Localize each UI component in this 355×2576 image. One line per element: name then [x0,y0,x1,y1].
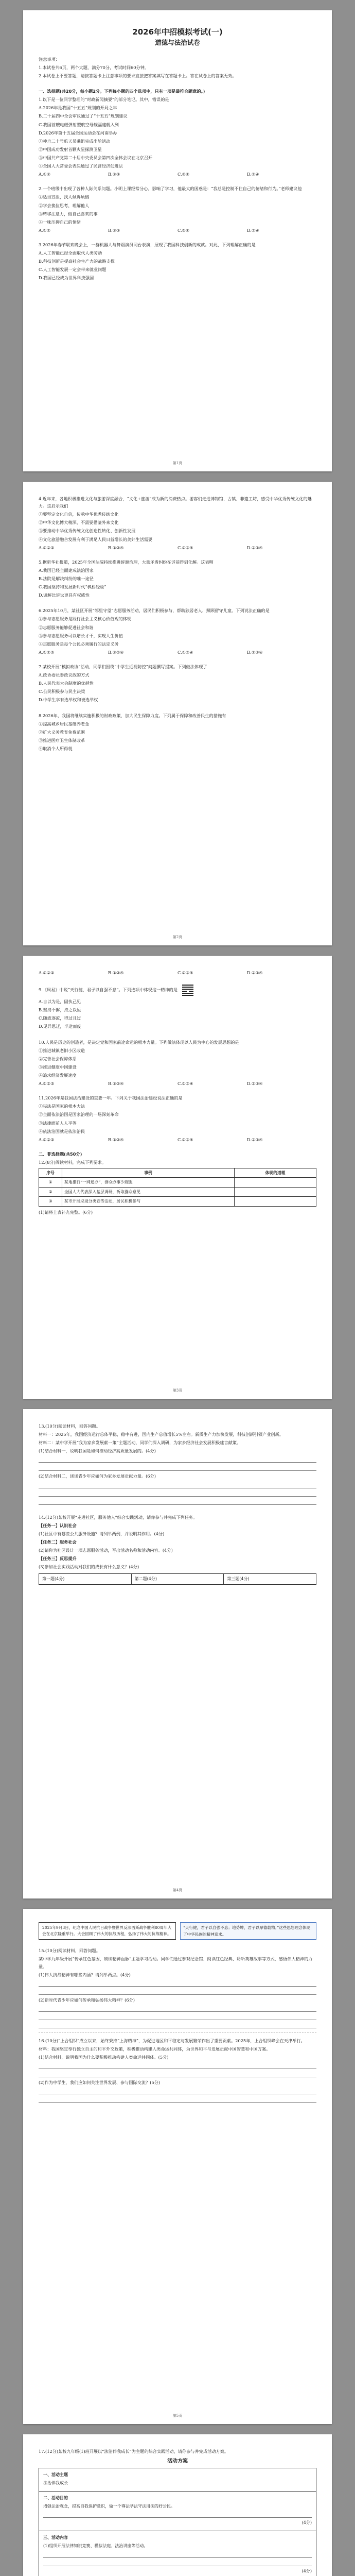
question-stem: 12.(8分)阅读材料，完成下列要求。 [39,1159,106,1165]
statement: ③推进健康中国建设 [39,1064,77,1070]
question-sub: (2)请你为社区设计一项志愿服务活动，写出活动名称和活动内容。(4分) [39,1547,173,1553]
answer-line[interactable] [39,2022,316,2028]
table-row [39,1178,316,1187]
statement: ③参与志愿服务可以增长才干，实现人生价值 [39,633,123,638]
answer-options [39,1080,316,1087]
task-heading: 【任务一】认识社会 [39,1522,77,1528]
table-row [39,1574,316,1585]
statement: ④取消个人所得税 [39,745,73,751]
exam-title: 2026年中招模拟考试(一) [132,27,223,37]
question-stem: 13.(10分)阅读材料，回答问题。 [39,1423,100,1429]
info-boxes [39,1922,316,1940]
option: B.①②④ [108,970,124,975]
answer-line[interactable] [39,2096,316,2103]
option: C.我国坚持和发展新时代“枫桥经验” [39,584,106,590]
option: C.我国首艘电磁弹射型航空母舰福建舰入列 [39,122,119,127]
answer-line[interactable] [39,2071,316,2077]
answer-line[interactable] [39,1456,316,1463]
option: D.我国已经成为世界科技强国 [39,275,94,281]
statement: ②中国成功发射首颗火星探测卫星 [39,146,102,152]
option: C.②④ [177,172,190,177]
option: A.①②③ [39,970,55,975]
exam-page-4 [23,1409,332,1899]
option: C.①③④ [177,649,193,655]
question-stem: 7.某校开展“模拟政协”活动，同学们围绕“中学生近视防控”问题撰写提案。下列做法体现了 [39,664,207,669]
statement: ①参与志愿服务是践行社会主义核心价值观的体现 [39,616,132,622]
question-stem: 11.2026年是我国法治建设的重要一年。下列关于我国法治建设说法正确的是 [39,1095,183,1101]
answer-line[interactable] [39,2062,316,2069]
answer-line[interactable] [43,2511,312,2518]
question-stem: 1.以下是一位同学整理的“时政新闻摘要”的部分笔记。其中，错误的是 [39,97,169,103]
statement: ④文化旅游融合发展有利于满足人民日益增长的美好生活需要 [39,536,153,542]
activity-title: 活动方案 [167,2459,188,2465]
question-stem [39,984,316,997]
option: B.坚持不懈，持之以恒 [39,1007,81,1013]
question-stem: 3.2026年春节联欢晚会上，一群机器人与舞蹈演员同台表演，展现了我国科技创新的成就。对此，下列理解正确的是 [39,242,256,247]
statement: ②完善社会保障体系 [39,1056,77,1061]
option: D.中学生享有选举权和被选举权 [39,697,98,703]
option: B.人民代表大会制度的优越性 [39,681,94,686]
divider [39,2032,316,2033]
option: A.①② [39,227,51,233]
material: 某中学九年级开展“传承红色基因，赓续精神血脉”主题学习活动。同学们通过参观纪念馆、阅读红色经典、聆听英雄故事等方式，感悟伟大精神的力量。 [39,1956,313,1969]
answer-line[interactable] [39,2005,316,2012]
option: D.见异思迁，半途而废 [39,1024,81,1029]
material: 材料一：2025年，我国经济运行总体平稳，稳中有进，国内生产总值增长5%左右。新质生产力加快发展，科技创新引领产业创新。 [39,1432,283,1437]
row-content: 增强法治观念，提高自我保护意识，做一个尊法学法守法用法的好公民。 [43,2503,175,2509]
option: C.②④ [177,227,190,233]
table-header: 体现的道理 [235,1168,316,1178]
answer-options [39,969,316,976]
option: D.③④ [247,172,259,177]
option: B.二十届四中全会审议通过了“十五五”规划建议 [39,113,128,119]
notice-item: 2.本试卷上不要答题，请按答题卡上注意事项的要求直接把答案填写在答题卡上。答在试卷上的答案无效。 [39,73,237,78]
statement: ④追求经济发展速度 [39,1072,77,1078]
table-cell: ② [39,1187,62,1196]
question-sub: (1)社区中有哪些公共服务设施？请列举两例，并说明其作用。(4分) [39,1531,165,1536]
answer-line[interactable] [39,2013,316,2020]
section-heading: 二、非选择题(共50分) [39,1151,82,1157]
option: A.①② [39,172,51,177]
option: D.②③④ [247,1081,263,1087]
option: B.①②④ [108,649,124,655]
answer-line[interactable] [39,1980,316,1987]
question-stem: 10.人民是历史的创造者，是决定党和国家前途命运的根本力量。下列做法体现以人民为中心的发展思想的是 [39,1039,239,1045]
option: D.②③④ [247,970,263,975]
question-stem: 16.(10分)“上合组织”成立以来，始终秉持“上海精神”，为促进地区和平稳定与发展繁荣作出了重要贡献。2025年，上合组织峰会在天津举行。 [39,2038,305,2043]
option: A.①②③ [39,1081,55,1087]
statement: ①适当宣泄，找人倾诉烦恼 [39,194,90,200]
option: D.②③④ [247,545,263,550]
table-cell[interactable] [235,1178,316,1187]
table-cell: 全国人大代表深入基层调研，听取群众意见 [62,1187,235,1196]
task-heading: 【任务二】服务社会 [39,1539,77,1545]
option: D.2026年第十五届全国运动会在河南举办 [39,130,117,135]
answer-options [39,649,316,656]
question-sub: (1)结合材料，说明我国为什么要积极推动构建人类命运共同体。(5分) [39,2055,169,2060]
statement: ②中华文化博大精深，不需要借鉴外来文化 [39,520,119,526]
option: A.①②③ [39,545,55,550]
option: D.②③④ [247,1137,263,1142]
option: C.公民积极参与民主决策 [39,689,85,694]
table-row [39,1187,316,1196]
table-cell: 某地推行“一网通办”，群众办事少跑腿 [62,1178,235,1187]
question-sub: (1)结合材料一，说明我国是如何推动经济高质量发展的。(4分) [39,1448,156,1454]
question-stem: 2.一个班级中出现了各种人际关系问题。小明上课经常分心，影响了学习，他最大的困惑是：“我总是控制不住自己的情绪和行为。”老师建议他 [39,186,302,192]
table-header: 事例 [62,1168,235,1178]
statement: ②学会换位思考，理解他人 [39,202,90,208]
row-label: 三、活动内容 [43,2535,68,2540]
question-sub: (2)结合材料二，谈谈青少年应如何为家乡发展贡献力量。(6分) [39,1473,156,1479]
exam-page-6 [23,2434,332,2576]
question-sub: (1)伟大抗战精神有哪些内涵？请列举两点。(4分) [39,1972,131,1977]
answer-options [39,544,316,551]
option: B.①③ [108,172,120,177]
table-cell: ③ [39,1197,62,1206]
answer-cell[interactable]: 第二题(4分) [131,1574,224,1585]
material: 材料：我国坚定奉行独立自主的和平外交政策，积极推动构建人类命运共同体，为世界和平与发展贡献中国智慧和中国方案。 [39,2046,271,2052]
statement: ③要推动中华优秀传统文化创造性转化、创新性发展 [39,528,136,534]
info-box-right: “天行健，君子以自强不息；地势坤，君子以厚德载物。”这些思想理念体现了中华民族的精神追求。 [180,1922,316,1940]
table-header: 序号 [39,1168,62,1178]
exam-subtitle: 道德与法治试卷 [155,39,200,47]
option: A.自以为是，固执己见 [39,999,81,1005]
option: C.①③④ [177,545,193,550]
option: A.①②③ [39,649,55,655]
hexagram-icon [182,984,193,997]
row-content: 法治伴我成长 [43,2481,68,2486]
question-stem: 5.据新华社报道，2025年全国法院持续推进诉源治理，大量矛盾纠纷在诉前得到化解。这表明 [39,559,214,565]
statement: ①神舟二十号航天员乘组完成出舱活动 [39,138,111,144]
option: C.①③④ [177,970,193,975]
answer-options [39,227,316,234]
question-stem: 14.(12分)某校开展“走进社区，服务他人”综合实践活动，请你参与并完成下列任务。 [39,1514,198,1520]
table-cell: 某市开展垃圾分类宣传活动，居民积极参与 [62,1197,235,1206]
page-number: 第2页 [172,935,183,939]
option: B.科技创新是提高社会生产力的战略支撑 [39,259,115,264]
option: D.调解比诉讼更具有权威性 [39,592,90,598]
answer-line[interactable] [39,1464,316,1471]
answer-table [39,1573,316,1585]
exam-page-1 [23,10,332,471]
option: B.①②④ [108,1081,124,1087]
row-label: 二、活动目的 [43,2495,68,2500]
question-text: 9.《周易》中说“天行健，君子以自强不息”。下列选项中体现这一精神的是 [39,987,177,993]
section-heading: 一、选择题(共20分，每小题2分。下列每小题的四个选项中，只有一项是最符合题意的。) [39,89,205,94]
answer-line[interactable] [39,1482,316,1488]
exam-page-2 [23,482,332,945]
statement: ②志愿服务能够促进社会和谐 [39,624,94,630]
notice-heading: 注意事项： [39,56,60,62]
option: D.②③④ [247,649,263,655]
statement: ②扩大义务教育免费范围 [39,729,85,735]
row-score: (4分) [301,2568,312,2573]
table-cell[interactable] [235,1197,316,1206]
answer-cell[interactable]: 第三题(4分) [224,1574,316,1585]
statement: ④一味压抑自己的情绪 [39,219,81,225]
option: A.我国已经全面建成法治国家 [39,567,94,573]
material: 材料二：某中学开展“我为家乡发展献一策”主题活动，同学们深入调研，为家乡经济社会发展积极建言献策。 [39,1440,241,1446]
answer-line[interactable] [39,2088,316,2094]
answer-line[interactable] [43,2560,312,2566]
question-stem: 17.(12分)某校九年级(1)班开展以“法治伴我成长”为主题的综合实践活动，请你参与并完成活动方案。 [39,2449,229,2454]
option: C.①③④ [177,1137,193,1142]
table-row [39,1197,316,1206]
option: A.人工智能已经全面取代人类劳动 [39,250,102,256]
option: B.①②④ [108,545,124,550]
page-number: 第4页 [172,1888,183,1892]
notice-item: 1.本试卷共6页，两个大题，满分70分，考试时间60分钟。 [39,64,149,70]
answer-line[interactable] [39,1490,316,1497]
statement: ①提高城乡居民基础养老金 [39,721,90,726]
option: C.随波逐流，得过且过 [39,1015,81,1021]
statement: ①宪法是国家的根本大法 [39,1104,85,1109]
activity-plan [39,2468,316,2576]
statement: ④依法治国就是依法治民 [39,1128,85,1134]
statement: ④志愿服务是每个公民必须履行的法定义务 [39,641,119,647]
question-stem: 15.(10分)阅读材料，回答问题。 [39,1948,100,1954]
option: C.人工智能发展一定会带来就业问题 [39,267,106,273]
answer-line[interactable] [43,2551,312,2558]
table-cell: ① [39,1178,62,1187]
statement: ③转移注意力，做自己喜欢的事 [39,211,98,216]
page-number: 第3页 [172,1388,183,1393]
statement: ②全面依法治国是国家治理的一场深刻革命 [39,1112,119,1117]
page-number: 第5页 [172,2413,183,2418]
statement: ③法律面前人人平等 [39,1120,77,1126]
question-sub: (2)作为中学生，我们应如何关注世界发展、参与国际交流？(5分) [39,2080,161,2086]
option: A.①②③ [39,1137,55,1142]
exam-page-3 [23,956,332,1399]
question-stem: 8.2026年，我国将继续实施积极的财政政策，加大民生保障力度。下列属于保障和改善民生的措施有 [39,713,226,718]
question-stem: 4.近年来，各地积极推进文化与旅游深度融合，“文化+旅游”成为新的消费热点。游客们走进博物馆、古镇、非遗工坊，感受中华优秀传统文化的魅力。这启示我们 [39,496,312,509]
statement: ④全国人大常委会表决通过了民营经济促进法 [39,163,123,169]
option: A.政协委员参政议政的方式 [39,672,90,678]
option: D.③④ [247,227,259,233]
answer-options [39,171,316,178]
page-number: 第1页 [172,461,183,465]
option: A.2026年是我国“十五五”规划的开局之年 [39,105,117,111]
answer-line[interactable] [39,1988,316,1995]
answer-cell[interactable]: 第一题(4分) [39,1574,132,1585]
activity-row [39,2468,316,2492]
row-label: 一、活动主题 [43,2472,68,2478]
option: B.①②④ [108,1137,124,1142]
statement: ①要坚定文化自信，传承中华优秀传统文化 [39,512,119,517]
question-sub: (1)请将上表补充完整。(6分) [39,1209,93,1215]
statement: ①推进城镇老旧小区改造 [39,1047,85,1053]
statement: ③推进医疗卫生体制改革 [39,737,85,743]
statement: ③中国共产党第二十届中央委员会第四次全体会议在北京召开 [39,155,153,160]
question-sub: (2)新时代青少年应如何传承和弘扬伟大精神？(6分) [39,1997,135,2003]
answer-line[interactable] [39,1498,316,1505]
table-cell[interactable] [235,1187,316,1196]
question-sub: (3)参加社会实践活动对我们的成长有什么意义？(4分) [39,1564,139,1570]
exam-page-5 [23,1909,332,2424]
row-content: (1)组织开展法律知识竞赛、模拟法庭、法治讲座等活动。 [43,2543,148,2548]
info-box-left: 2025年9月3日，纪念中国人民抗日战争暨世界反法西斯战争胜利80周年大会在北京隆重举行。大会回顾了伟大的抗战历程，弘扬了伟大的抗战精神。 [39,1922,176,1940]
option: C.①③④ [177,1081,193,1087]
question-stem: 6.2025年10月，某社区开展“邻里守望”志愿服务活动，居民们积极参与，帮助独居老人、照顾留守儿童。下列说法正确的是 [39,608,270,614]
row-score: (4分) [301,2520,312,2526]
answer-options [39,1136,316,1143]
task-heading: 【任务三】反思提升 [39,1556,77,1562]
option: B.①③ [108,227,120,233]
activity-row [39,2531,316,2576]
option: B.法院是解决纠纷的唯一途径 [39,575,94,581]
example-table [39,1168,316,1207]
activity-row [39,2492,316,2531]
